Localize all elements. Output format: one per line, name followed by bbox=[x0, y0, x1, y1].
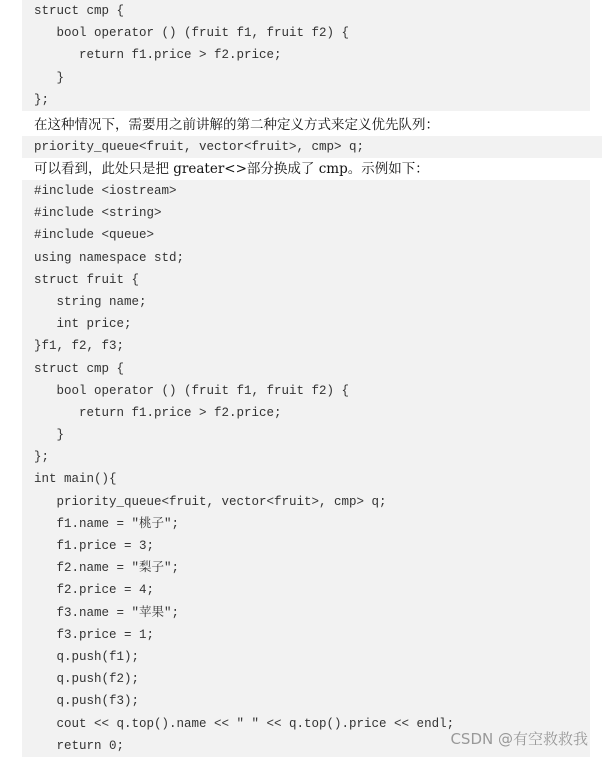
code-line: using namespace std; bbox=[34, 250, 185, 265]
code-line: #include <queue> bbox=[34, 228, 155, 243]
paragraph-text: 在这种情况下，需要用之前讲解的第二种定义方式来定义优先队列： bbox=[22, 114, 602, 136]
code-line: return f1.price > f2.price; bbox=[34, 405, 282, 420]
code-line: }; bbox=[34, 92, 50, 107]
paragraph-text: 可以看到，此处只是把 greater<>部分换成了 cmp。示例如下： bbox=[22, 158, 602, 180]
code-line: int main(){ bbox=[34, 472, 117, 487]
code-line: f1.price = 3; bbox=[34, 539, 155, 553]
code-line: f3.price = 1; bbox=[34, 627, 155, 642]
code-block-top bbox=[22, 0, 590, 111]
code-line: struct cmp { bbox=[34, 4, 125, 18]
code-line: q.push(f2); bbox=[34, 672, 140, 687]
code-line: int price; bbox=[34, 317, 132, 332]
code-line: string name; bbox=[34, 294, 147, 309]
code-line: priority_queue<fruit, vector<fruit>, cmp> q; bbox=[34, 494, 387, 509]
code-line: bool operator () (fruit f1, fruit f2) { bbox=[34, 383, 350, 398]
code-line: struct cmp { bbox=[34, 361, 125, 376]
code-inline: priority_queue<fruit, vector<fruit>, cmp> q; bbox=[22, 136, 602, 158]
code-line: return 0; bbox=[34, 738, 125, 753]
code-line: q.push(f1); bbox=[34, 649, 140, 664]
code-line: f2.price = 4; bbox=[34, 583, 155, 598]
code-line: }f1, f2, f3; bbox=[34, 339, 125, 354]
code-line: bool operator () (fruit f1, fruit f2) { bbox=[34, 26, 350, 41]
code-line: } bbox=[34, 428, 65, 443]
watermark: CSDN @有空救救我 bbox=[450, 730, 588, 748]
code-line: f1.name = "桃子"; bbox=[34, 516, 180, 531]
code-line: return f1.price > f2.price; bbox=[34, 48, 282, 63]
code-line: } bbox=[34, 70, 65, 85]
code-block-main bbox=[22, 180, 590, 757]
code-line: #include <iostream> bbox=[34, 184, 177, 198]
code-line: cout << q.top().name << " " << q.top().price << endl; bbox=[34, 716, 455, 731]
code-line: #include <string> bbox=[34, 206, 162, 221]
code-line: struct fruit { bbox=[34, 272, 140, 287]
code-line: q.push(f3); bbox=[34, 694, 140, 709]
code-line: f3.name = "苹果"; bbox=[34, 605, 180, 620]
code-line: }; bbox=[34, 450, 50, 465]
code-line: f2.name = "梨子"; bbox=[34, 561, 180, 576]
